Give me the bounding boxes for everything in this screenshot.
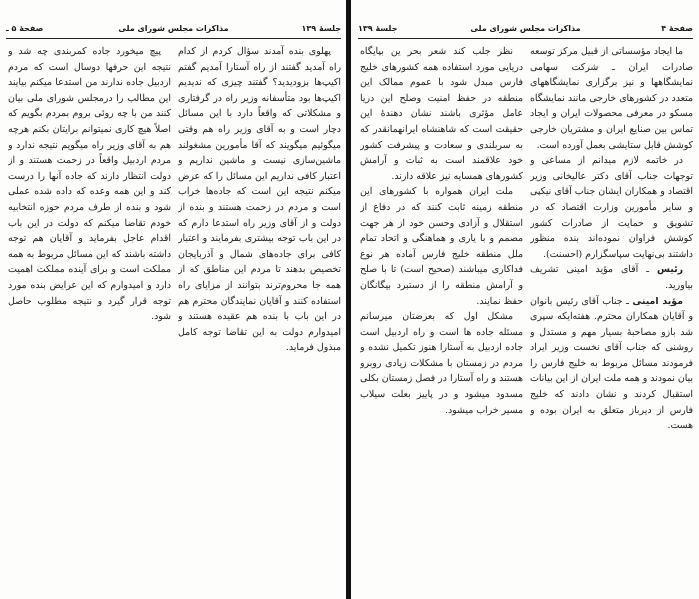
header-rule (6, 38, 341, 39)
session-number: جلسهٔ ۱۳۹ (358, 24, 398, 33)
page-gutter (346, 0, 351, 599)
running-title: مذاکرات مجلس شورای ملی (118, 24, 229, 33)
text-column-left (8, 44, 171, 593)
text-column-right (530, 44, 693, 593)
page-header (358, 24, 693, 36)
page-number: صفحهٔ ۵ ـ (6, 24, 44, 33)
header-rule (358, 38, 693, 39)
text-column-right (178, 44, 341, 593)
paragraph: مشکل اول که بعرضتان میرسانم مسئله جاده ها است و راه اردبیل است جاده اردبیل به آستارا هنوز تکمیل نشده و مردم در زمستان با مشکلات زیادی روبرو هستند و راه آستارا در فصل زمستان بکلی مسدود میشود و در پاییز بعلت سیلاب مسیر خراب میشود. (360, 311, 523, 416)
paragraph: ما ایجاد مؤسساتی از قبیل مرکز توسعه صادرات ایران ـ شرکت سهامی نمایشگاهها و نیز برگزاری نمایشگاههای متعدد در کشورهای خارجی مانند نمایشگاه مسکو در معرفی محصولات ایران و ایجاد تماس بین صنایع ایران و مشتریان خارجی کوشش قابل ستایشی بعمل آورده است. (530, 46, 693, 151)
speaker-name: رئیس (657, 264, 683, 276)
paragraph: ملت ایران همواره با کشورهای این منطقه زمینه ثابت کنند که در دفاع از استقلال و آزادی وحسن خود از هر جهت مصمم و با یاری و هماهنگی و اتحاد تمام ملل منطقه خلیج فارس آماده هر نوع فداکاری میباشند (صحیح است) تا با صلح و آرامش منطقه را از دستبرد بیگانگان حفظ نمایند. (360, 186, 523, 307)
page-header (6, 24, 341, 36)
paragraph: نظر جلب کند شعر بحر ین بپایگاه دریایی مورد استفاده همه کشورهای خلیج فارس مبدل شود با عموم ممالک این منطقه در حفظ امنیت وصلح این دریا عامل مؤثری باشند نشان دهندهٔ این حقیقت است که شاهنشاه ایرانهمانقدر که به سربلندی و سعادت و پیشرفت کشور خود علاقمند است به ثبات و آرامش کشورهای همسایه نیز علاقه دارند. (360, 46, 523, 182)
running-title: مذاکرات مجلس شورای ملی (470, 24, 581, 33)
right-page (352, 0, 699, 599)
text-column-left (360, 44, 523, 593)
paragraph: در خاتمه لازم میدانم از مساعی و توجهات جناب آقای دکتر عالیخانی وزیر اقتصاد و همکاران ایشان جناب آقای نیکپی و سایر مأمورین وزارت اقتصاد که در تشویق و حمایت از صادرات کشور کوشش فراوان نموده‌اند بنده منظور داشتند بی‌نهایت سپاسگزارم (احسنت). (530, 155, 693, 260)
speaker-name: مؤید امینی (632, 295, 683, 307)
left-page (0, 0, 347, 599)
paragraph: پهلوی بنده آمدند سؤال کردم از کدام راه آمدید گفتند از راه آستارا آمدیم گفتم اکیپ‌ها بزودیدید؟ گفتند چیزی که ندیدیم اکیپ‌ها بود متأسفانه وزیر راه در گرفتاری و مشکلاتی که واقعاً دارد با این مسائل دچار است و به آقای وزیر راه هم وقتی میگوئیم میگویند که آقا مأمورین مشغولند ماشین‌سازی نیست و ماشین نداریم و اعتبار کافی نداریم این مسائل را که عرض میکنم نتیجه این است که جاده‌ها خراب است و مردم در زحمت هستند و بنده از دولت و از آقای وزیر راه استدعا دارم که در این باب توجه بیشتری بفرمایند و اعتبار کافی برای جاده‌های شمال و آذربایجان تخصیص بدهند تا مردم این مناطق که از همه جا محروم‌ترند بتوانند از مزایای راه استفاده کنند و آقایان نمایندگان محترم هم در این باب با بنده هم عقیده هستند و امیدوارم دولت به این تقاضا توجه کامل مبذول فرماید. (178, 46, 341, 354)
speaker-paragraph: مؤید امینی ـ جناب آقای رئیس بانوان و آقایان همکاران محترم. هفته‌ایکه سپری شد بازو مصاحبهٔ بسیار مهم و مستدل و روشنی که جناب آقای نخست وزیر ایراد فرمودند مسائل مربوط به خلیج فارس را بیان نمودند و همه ملت ایران از این بیانات استقبال کردند و نشان دادند که خلیج فارس از دیرباز متعلق به ایران بوده و هست. (530, 295, 693, 432)
paragraph: پیچ میخورد جاده کمربندی چه شد و نتیجه این حرفها دوسال است که مردم اردبیل جاده ندارند من استدعا میکنم بیایند این مطالب را درمجلس شورای ملی بیان کنند من با چه روئی بروم بمردم بگویم که اصلاً هیچ کاری نمیتوانم برایتان بکنم هرچه هم به آقای وزیر راه میگویم نتیجه ندارد و مردم اردبیل واقعاً در زحمت هستند و از دولت انتظار دارند که جاده آنها را درست کند و این همه وعده که داده شده عملی شود و بنده از طرف مردم حوزه انتخابیه خودم تقاضا میکنم که دولت در این باب اقدام عاجل بفرماید و آقایان هم توجه داشته باشند که این مسائل مربوط به همه مملکت است و برای آینده مملکت اهمیت دارد و امیدوارم که این عرایض بنده مورد توجه قرار گیرد و نتیجه مطلوب حاصل شود. (8, 46, 171, 323)
speaker-paragraph: رئیس ـ آقای مؤید امینی تشریف بیاورید. (530, 264, 693, 291)
page-number: صفحهٔ ۴ (661, 24, 693, 33)
session-number: جلسهٔ ۱۳۹ (301, 24, 341, 33)
